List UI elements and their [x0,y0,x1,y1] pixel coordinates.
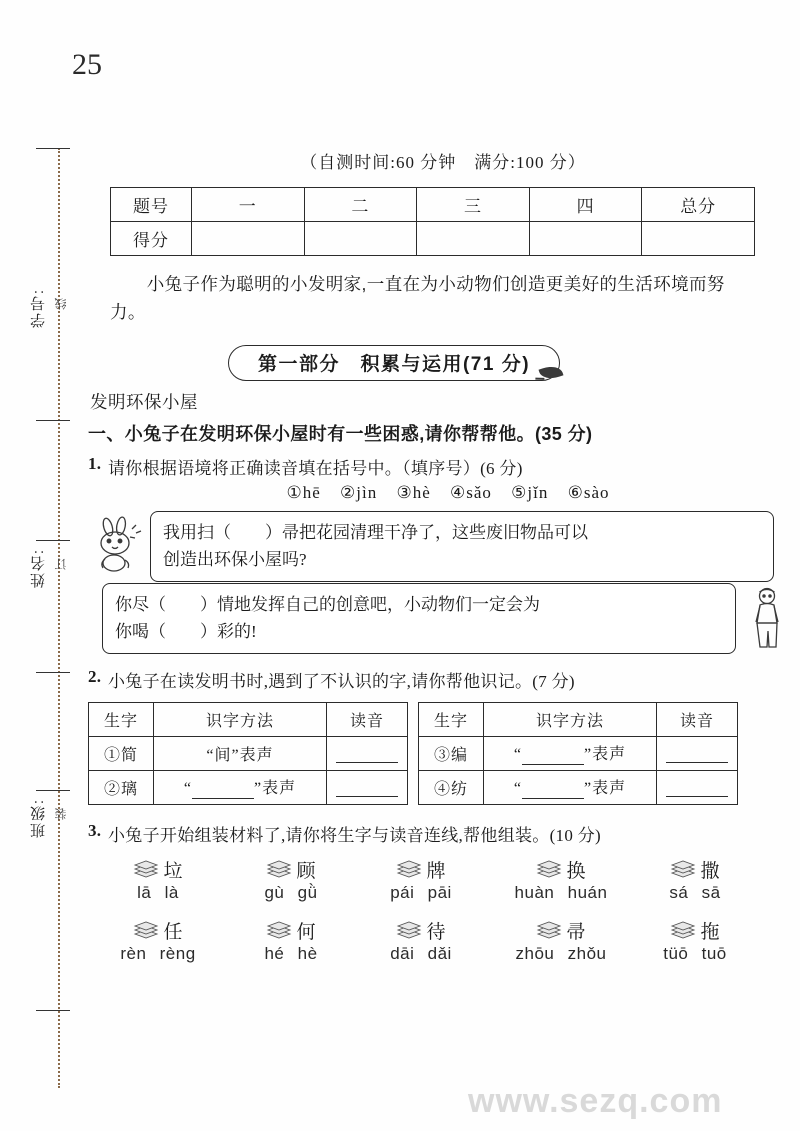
q3-glyph-1 [102,856,214,883]
margin-label-student-id: 学号: [30,288,47,329]
q2-table-left [88,702,408,805]
page-number: 25 [72,48,102,81]
q3-item-5[interactable] [648,856,742,903]
q3-pinyin-6[interactable] [102,944,214,964]
answer-blank[interactable] [522,746,584,765]
question-2-number: 2. [88,666,102,686]
score-header-2: 二 [304,188,417,222]
content-column [88,148,778,966]
q3-pinyin-9a[interactable]: zhōu [515,943,555,963]
quote-close-label: ”表声 [584,780,627,798]
q3-pinyin-8a[interactable]: dāi [390,943,415,963]
score-header-total: 总分 [642,188,755,222]
col-header-method: 识字方法 [484,702,657,736]
margin-sub-assemble: 装 [54,808,68,820]
q2-char-1: ①简 [89,736,154,770]
q2-table-right [418,702,738,805]
q2-char-2: ②璃 [89,770,154,804]
question-3-text: 小兔子开始组装材料了,请你将生字与读音连线,帮他组装。(10 分) [108,825,601,845]
q3-pinyin-1b[interactable]: là [164,882,179,902]
q3-pinyin-3b[interactable]: pāi [427,882,452,902]
q1-option-3[interactable]: ③hè [396,482,431,502]
section-pill-label: 第一部分 积累与运用(71 分) [228,345,560,381]
score-row-label: 得分 [111,222,192,256]
q3-pinyin-4a[interactable]: huàn [514,882,555,902]
question-2 [88,667,778,692]
answer-blank[interactable] [192,780,254,799]
table-row [419,736,738,770]
quote-open: “ [513,746,522,764]
q3-pinyin-2b[interactable]: gǜ [297,882,318,902]
answer-blank[interactable] [336,744,398,763]
question-3 [88,821,778,846]
intro-paragraph: 小兔子作为聪明的小发明家,一直在为小动物们创造更美好的生活环境而努力。 [110,274,725,323]
question-1-number: 1. [88,453,102,473]
q3-item-6[interactable] [102,917,214,964]
stacked-blocks-icon [133,920,159,940]
q2-pinyin-answer-4[interactable] [657,770,738,804]
watermark: www.sezq.com [468,1082,723,1120]
stacked-blocks-icon [670,920,696,940]
stacked-blocks-icon [396,859,422,879]
quote-close-label: ”表声 [584,746,627,764]
question-3-number: 3. [88,820,102,840]
q2-pinyin-answer-3[interactable] [657,736,738,770]
quote-open: “ [183,780,192,798]
q1-bubble2-line1: 你尽（ ）情地发挥自己的创意吧，小动物们一定会为 [115,594,540,614]
col-header-char: 生字 [89,702,154,736]
q3-item-1[interactable] [102,856,214,903]
answer-blank[interactable] [522,780,584,799]
q3-item-3[interactable] [368,856,474,903]
margin-tick-4 [36,790,70,791]
sub-title: 发明环保小屋 [90,391,198,412]
stacked-blocks-icon [133,859,159,879]
table-row [419,702,738,736]
q3-hanzi-4: 换 [566,860,586,882]
q3-item-4[interactable] [496,856,626,903]
q3-pinyin-7b[interactable]: hè [297,943,318,963]
q3-glyph-6 [102,917,214,944]
rabbit-icon [92,515,148,573]
score-cell-2[interactable] [304,222,417,256]
q1-speech-bubble-rabbit [150,511,774,582]
q3-pinyin-9b[interactable]: zhǒu [567,943,607,963]
table-row [89,702,408,736]
q3-pinyin-10b[interactable]: tuō [701,943,727,963]
q1-option-1[interactable]: ①hē [286,482,321,502]
q3-pinyin-10a[interactable]: tüō [663,943,689,963]
col-header-pinyin: 读音 [657,702,738,736]
q3-glyph-2 [236,856,346,883]
q3-pinyin-3a[interactable]: pái [390,882,415,902]
q3-hanzi-10: 拖 [700,921,720,943]
q3-pinyin-2a[interactable]: gù [264,882,285,902]
stacked-blocks-icon [396,920,422,940]
q2-char-3: ③编 [419,736,484,770]
table-row [89,770,408,804]
margin-label-name: 姓名: [30,548,47,589]
q3-pinyin-8[interactable] [368,944,474,964]
q3-item-10[interactable] [648,917,742,964]
q3-pinyin-6b[interactable]: rèng [159,943,196,963]
q3-pinyin-5b[interactable]: sā [701,882,721,902]
binding-margin [0,0,76,1131]
stacked-blocks-icon [536,859,562,879]
q3-item-8[interactable] [368,917,474,964]
q3-pinyin-1a[interactable]: lā [137,882,152,902]
stacked-blocks-icon [266,859,292,879]
score-cell-total[interactable] [642,222,755,256]
q2-method-2[interactable] [154,770,327,804]
q3-pinyin-3[interactable] [368,883,474,903]
q3-glyph-10 [648,917,742,944]
q3-item-7[interactable] [236,917,346,964]
q3-pinyin-4[interactable] [496,883,626,903]
stacked-blocks-icon [670,859,696,879]
score-header-3: 三 [417,188,530,222]
q3-pinyin-5a[interactable]: sá [669,882,689,902]
q3-pinyin-4b[interactable]: huán [567,882,608,902]
q3-hanzi-9: 帚 [566,921,586,943]
answer-blank[interactable] [666,744,728,763]
q1-options [118,483,778,503]
q3-pinyin-9[interactable] [496,944,626,964]
q1-bubble1-line1: 我用扫（ ）帚把花园清理干净了，这些废旧物品可以 [163,522,588,542]
q2-method-3[interactable] [484,736,657,770]
q2-tables [88,702,778,805]
q1-option-6[interactable]: ⑥sào [567,482,610,502]
q1-bubble2-line2: 你喝（ ）彩的! [115,621,257,641]
answer-blank[interactable] [336,778,398,797]
q3-hanzi-3: 牌 [426,860,446,882]
dotted-fold-line [58,148,60,1088]
margin-tick-3 [36,672,70,673]
quote-open: “ [513,780,522,798]
boy-icon [744,585,790,651]
q3-pinyin-1[interactable] [102,883,214,903]
margin-tick-top [36,148,70,149]
q2-char-4: ④纺 [419,770,484,804]
q3-match-block [88,856,778,964]
stacked-blocks-icon [536,920,562,940]
q3-item-9[interactable] [496,917,626,964]
q3-glyph-9 [496,917,626,944]
question-1-text: 请你根据语境将正确读音填在括号中。（填序号）(6 分) [108,458,523,478]
section-header [88,341,778,387]
col-header-pinyin: 读音 [327,702,408,736]
stacked-blocks-icon [266,920,292,940]
q3-glyph-8 [368,917,474,944]
q2-pinyin-answer-2[interactable] [327,770,408,804]
quote-close-label: ”表声 [254,780,297,798]
q3-glyph-4 [496,856,626,883]
score-cell-4[interactable] [529,222,642,256]
q3-pinyin-2[interactable] [236,883,346,903]
answer-blank[interactable] [666,778,728,797]
col-header-char: 生字 [419,702,484,736]
q2-method-4[interactable] [484,770,657,804]
q3-glyph-3 [368,856,474,883]
q1-bubble1-line2: 创造出环保小屋吗? [163,549,307,569]
question-2-text: 小兔子在读发明书时,遇到了不认识的字,请你帮他识记。(7 分) [108,671,575,691]
q2-pinyin-answer-1[interactable] [327,736,408,770]
table-row [89,736,408,770]
exam-meta: （自测时间:60 分钟 满分:100 分） [300,153,586,172]
q3-hanzi-2: 顾 [296,860,316,882]
q3-hanzi-7: 何 [296,921,316,943]
q3-pinyin-7[interactable] [236,944,346,964]
margin-sub-bind: 订 [54,558,68,570]
q3-pinyin-8b[interactable]: dǎi [427,943,452,963]
q2-method-1: “间”表声 [154,736,327,770]
q1-bubble-1-row [88,511,778,577]
margin-tick-1 [36,420,70,421]
margin-tick-bottom [36,1010,70,1011]
big-question-1: 一、小兔子在发明环保小屋时有一些困惑,请你帮帮他。(35 分) [88,423,593,444]
q3-hanzi-6: 任 [163,921,183,943]
q3-pinyin-10[interactable] [648,944,742,964]
q1-speech-bubble-person [102,583,736,654]
q3-pinyin-6a[interactable]: rèn [120,943,147,963]
q1-option-2[interactable]: ②jìn [340,482,378,502]
q3-glyph-5 [648,856,742,883]
margin-label-class: 班级: [30,798,47,839]
q3-hanzi-5: 撒 [700,860,720,882]
q3-hanzi-8: 待 [426,921,446,943]
score-header-4: 四 [529,188,642,222]
margin-tick-2 [36,540,70,541]
table-row [111,188,755,222]
q1-option-4[interactable]: ④sǎo [450,482,492,502]
q3-glyph-7 [236,917,346,944]
q3-row-2 [102,917,778,964]
score-header-1: 一 [192,188,305,222]
q3-pinyin-7a[interactable]: hé [264,943,285,963]
table-row [111,222,755,256]
question-1 [88,454,778,479]
q1-option-5[interactable]: ⑤jǐn [511,482,549,502]
q1-bubble-2-row [88,583,778,655]
score-table [110,187,755,256]
q3-row-1 [102,856,778,903]
q3-item-2[interactable] [236,856,346,903]
table-row [419,770,738,804]
q3-pinyin-5[interactable] [648,883,742,903]
score-header-label: 题号 [111,188,192,222]
margin-sub-line: 线 [54,298,68,310]
score-cell-3[interactable] [417,222,530,256]
q3-hanzi-1: 垃 [163,860,183,882]
col-header-method: 识字方法 [154,702,327,736]
score-cell-1[interactable] [192,222,305,256]
